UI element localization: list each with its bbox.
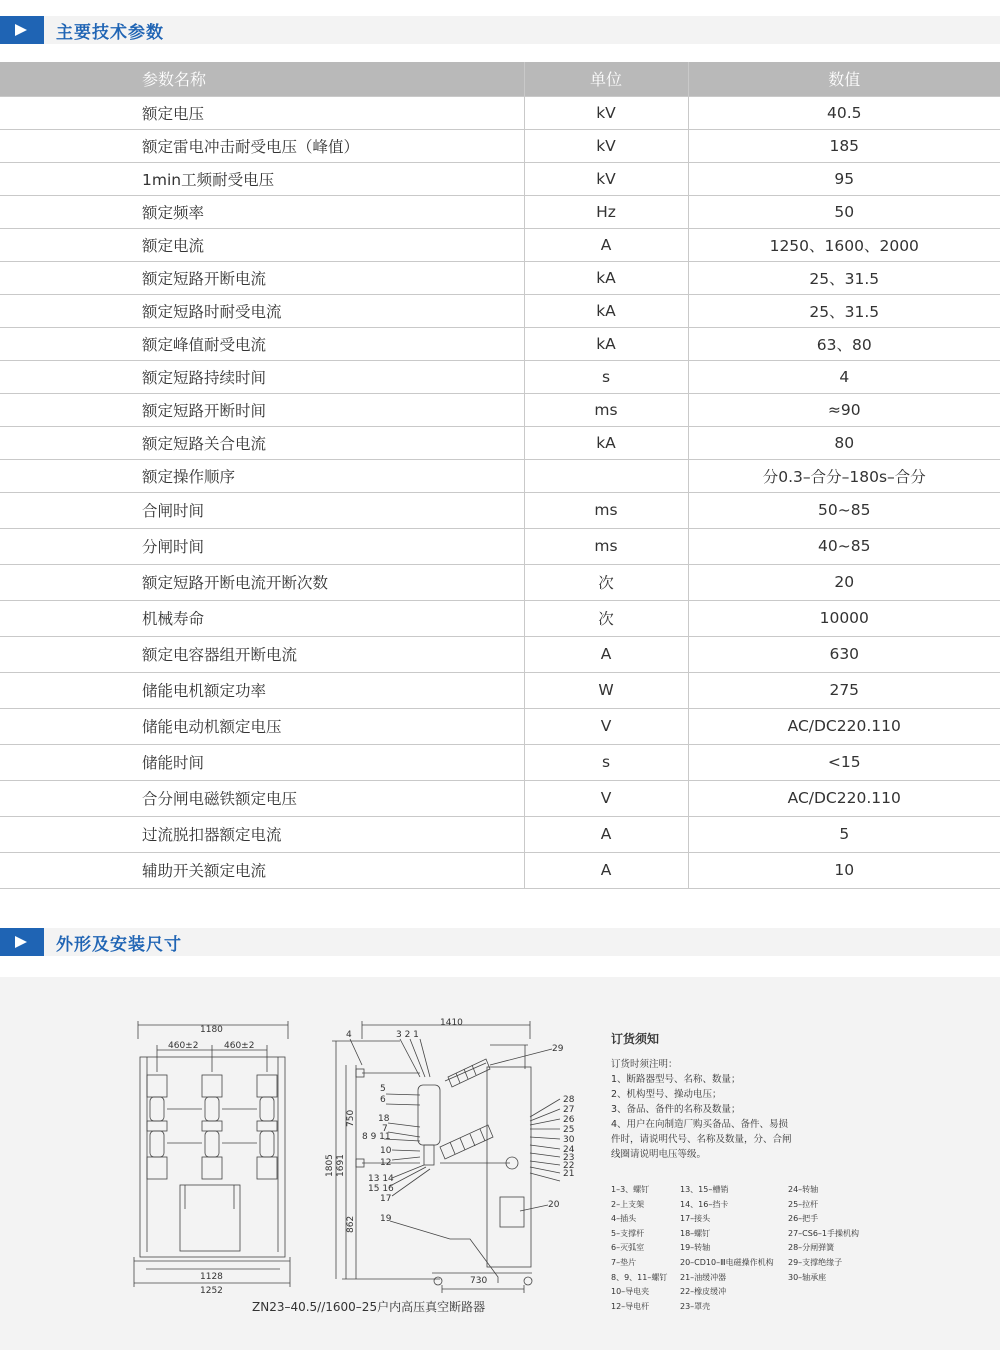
- legend-item: 17–接头: [680, 1214, 711, 1224]
- mechanism-frame: [487, 1067, 531, 1267]
- unit-cell: kA: [524, 261, 688, 294]
- value-cell: 20: [688, 564, 1000, 600]
- unit-cell: ms: [524, 492, 688, 528]
- pole-right: [257, 1075, 277, 1179]
- param-name-cell: 过流脱扣器额定电流: [0, 816, 524, 852]
- callout: 7: [382, 1124, 388, 1134]
- callout: 24: [563, 1145, 575, 1155]
- param-name-cell: 额定短路开断电流: [0, 261, 524, 294]
- unit-cell: kA: [524, 426, 688, 459]
- legend-item: 29–支撑绝缘子: [788, 1257, 843, 1267]
- order-note-line: 1、断路器型号、名称、数量；: [611, 1074, 741, 1085]
- legend-item: 8、9、11–螺钉: [611, 1272, 668, 1282]
- legend-item: 5–支撑杆: [611, 1228, 645, 1238]
- callout: 29: [552, 1044, 564, 1054]
- param-name-cell: 储能时间: [0, 744, 524, 780]
- order-note-line: 3、备品、备件的名称及数量；: [611, 1104, 741, 1115]
- unit-cell: s: [524, 360, 688, 393]
- unit-cell: Hz: [524, 195, 688, 228]
- param-name-cell: 1min工频耐受电压: [0, 162, 524, 195]
- unit-cell: kV: [524, 96, 688, 129]
- value-cell: 630: [688, 636, 1000, 672]
- param-name-cell: 分闸时间: [0, 528, 524, 564]
- unit-cell: V: [524, 780, 688, 816]
- legend-item: 12–导电杆: [611, 1301, 650, 1311]
- dim-side-total: 1410: [440, 1018, 463, 1028]
- callout: 27: [563, 1105, 575, 1115]
- dim-side-mid: 1691: [336, 1154, 346, 1177]
- order-notes: [611, 1032, 792, 1162]
- value-cell: 50: [688, 195, 1000, 228]
- dim-base-outer: 1252: [200, 1286, 223, 1296]
- table-row: [0, 492, 1000, 528]
- table-row: [0, 780, 1000, 816]
- unit-cell: ms: [524, 528, 688, 564]
- table-row: [0, 528, 1000, 564]
- table-row: [0, 816, 1000, 852]
- table-row: [0, 360, 1000, 393]
- callout: 30: [563, 1135, 575, 1145]
- dim-front-total: 1180: [200, 1025, 223, 1035]
- value-cell: 10000: [688, 600, 1000, 636]
- table-row: [0, 96, 1000, 129]
- dim-side-base: 730: [470, 1276, 488, 1286]
- table-row: [0, 261, 1000, 294]
- legend-item: 26–把手: [788, 1214, 819, 1224]
- table-row: [0, 852, 1000, 888]
- param-name-cell: 储能电动机额定电压: [0, 708, 524, 744]
- param-name-cell: 额定操作顺序: [0, 459, 524, 492]
- play-icon: [0, 928, 44, 956]
- param-name-cell: 额定峰值耐受电流: [0, 327, 524, 360]
- legend-item: 7–垫片: [611, 1257, 637, 1267]
- value-cell: 25、31.5: [688, 261, 1000, 294]
- param-name-cell: 储能电机额定功率: [0, 672, 524, 708]
- value-cell: 5: [688, 816, 1000, 852]
- callout: 20: [548, 1200, 560, 1210]
- param-name-cell: 额定电流: [0, 228, 524, 261]
- table-row: [0, 459, 1000, 492]
- legend-item: 6–灭弧室: [611, 1243, 645, 1253]
- table-row: [0, 600, 1000, 636]
- order-note-line: 4、用户在向制造厂购买备品、备件、易损: [611, 1119, 789, 1130]
- unit-cell: kA: [524, 327, 688, 360]
- dim-side-height: 1805: [325, 1154, 335, 1177]
- callout: 18: [378, 1114, 390, 1124]
- callout: 12: [380, 1158, 392, 1168]
- order-note-line: 订货时须注明：: [611, 1059, 678, 1070]
- unit-cell: s: [524, 744, 688, 780]
- value-cell: 4: [688, 360, 1000, 393]
- callout: 8 9 11: [362, 1132, 391, 1142]
- value-cell: 40~85: [688, 528, 1000, 564]
- value-cell: 分0.3–合分–180s–合分: [688, 459, 1000, 492]
- legend-column-1: [611, 1183, 667, 1314]
- table-row: [0, 228, 1000, 261]
- column-header-unit: 单位: [524, 62, 688, 96]
- callout: 3 2 1: [396, 1030, 419, 1040]
- order-note-line: 件时，请说明代号、名称及数量，分、合闸: [611, 1134, 792, 1145]
- param-name-cell: 额定短路时耐受电流: [0, 294, 524, 327]
- param-name-cell: 额定短路开断电流开断次数: [0, 564, 524, 600]
- unit-cell: kV: [524, 162, 688, 195]
- callout: 13 14: [368, 1174, 394, 1184]
- table-row: [0, 393, 1000, 426]
- section-header-dimensions: [0, 928, 1000, 956]
- table-row: [0, 426, 1000, 459]
- upper-insulator: [445, 1059, 490, 1087]
- callout: 4: [346, 1030, 352, 1040]
- unit-cell: ms: [524, 393, 688, 426]
- column-header-value: 数值: [688, 62, 1000, 96]
- table-row: [0, 162, 1000, 195]
- unit-cell: A: [524, 816, 688, 852]
- dim-side-lower: 862: [346, 1215, 356, 1233]
- legend-column-2: [680, 1183, 774, 1314]
- table-row: [0, 195, 1000, 228]
- legend-item: 10–导电夹: [611, 1287, 650, 1297]
- dim-base-inner: 1128: [200, 1272, 223, 1282]
- callout: 10: [380, 1146, 392, 1156]
- drawing-caption: ZN23–40.5//1600–25户内高压真空断路器: [252, 1300, 486, 1314]
- legend-item: 28–分闸弹簧: [788, 1243, 835, 1253]
- legend-item: 13、15–槽销: [680, 1185, 729, 1194]
- order-note-line: 2、机构型号、操动电压；: [611, 1089, 722, 1100]
- table-row: [0, 672, 1000, 708]
- param-name-cell: 额定雷电冲击耐受电压（峰值）: [0, 129, 524, 162]
- param-name-cell: 额定短路关合电流: [0, 426, 524, 459]
- dim-pitch-b: 460±2: [224, 1041, 255, 1051]
- spec-table: [0, 62, 1000, 889]
- legend-column-3: [788, 1183, 859, 1285]
- callout: 22: [563, 1161, 575, 1171]
- unit-cell: kA: [524, 294, 688, 327]
- callout: 28: [563, 1095, 575, 1105]
- value-cell: 80: [688, 426, 1000, 459]
- table-row: [0, 744, 1000, 780]
- unit-cell: A: [524, 636, 688, 672]
- legend-item: 23–罩壳: [680, 1301, 711, 1311]
- table-row: [0, 327, 1000, 360]
- legend-item: 2–上支架: [611, 1199, 645, 1209]
- value-cell: 185: [688, 129, 1000, 162]
- legend-item: 25–拉杆: [788, 1199, 819, 1209]
- lower-insulator: [440, 1125, 493, 1159]
- table-row: [0, 564, 1000, 600]
- table-row: [0, 294, 1000, 327]
- param-name-cell: 额定电压: [0, 96, 524, 129]
- value-cell: 95: [688, 162, 1000, 195]
- unit-cell: 次: [524, 600, 688, 636]
- technical-drawing: [0, 977, 1000, 1350]
- callout: 26: [563, 1115, 575, 1125]
- legend-item: 21–油缓冲器: [680, 1272, 727, 1282]
- unit-cell: A: [524, 228, 688, 261]
- play-icon: [0, 16, 44, 44]
- param-name-cell: 机械寿命: [0, 600, 524, 636]
- value-cell: 275: [688, 672, 1000, 708]
- param-name-cell: 额定短路开断时间: [0, 393, 524, 426]
- legend-item: 24–转轴: [788, 1185, 819, 1194]
- value-cell: AC/DC220.110: [688, 780, 1000, 816]
- legend-item: 20–CD10–Ⅲ电磁操作机构: [680, 1257, 774, 1267]
- value-cell: 25、31.5: [688, 294, 1000, 327]
- table-row: [0, 129, 1000, 162]
- callout: 5: [380, 1084, 386, 1094]
- param-name-cell: 辅助开关额定电流: [0, 852, 524, 888]
- unit-cell: V: [524, 708, 688, 744]
- table-header-row: [0, 62, 1000, 96]
- order-note-line: 线圈请说明电压等级。: [611, 1149, 707, 1160]
- column-header-name: 参数名称: [0, 62, 524, 96]
- callout: 6: [380, 1095, 386, 1105]
- unit-cell: [524, 459, 688, 492]
- unit-cell: A: [524, 852, 688, 888]
- param-name-cell: 合分闸电磁铁额定电压: [0, 780, 524, 816]
- order-notes-heading: 订货须知: [611, 1032, 660, 1046]
- legend-item: 4–插头: [611, 1214, 637, 1224]
- value-cell: ≈90: [688, 393, 1000, 426]
- pole-left: [147, 1075, 167, 1179]
- callout: 19: [380, 1214, 392, 1224]
- legend-item: 27–CS6–1手操机构: [788, 1228, 860, 1238]
- unit-cell: W: [524, 672, 688, 708]
- param-name-cell: 额定频率: [0, 195, 524, 228]
- table-row: [0, 636, 1000, 672]
- table-row: [0, 708, 1000, 744]
- value-cell: 1250、1600、2000: [688, 228, 1000, 261]
- callout: 15 16: [368, 1184, 394, 1194]
- value-cell: 63、80: [688, 327, 1000, 360]
- value-cell: 50~85: [688, 492, 1000, 528]
- legend-item: 14、16–挡卡: [680, 1199, 729, 1209]
- section-title: 主要技术参数: [56, 22, 164, 43]
- value-cell: AC/DC220.110: [688, 708, 1000, 744]
- legend-item: 1–3、螺钉: [611, 1185, 650, 1194]
- value-cell: 10: [688, 852, 1000, 888]
- legend-item: 22–橡皮缓冲: [680, 1287, 727, 1297]
- dim-side-upper: 750: [346, 1109, 356, 1127]
- pole-middle: [202, 1075, 222, 1179]
- param-name-cell: 额定电容器组开断电流: [0, 636, 524, 672]
- unit-cell: 次: [524, 564, 688, 600]
- value-cell: <15: [688, 744, 1000, 780]
- param-name-cell: 额定短路持续时间: [0, 360, 524, 393]
- legend-item: 19–转轴: [680, 1243, 711, 1253]
- section-title: 外形及安装尺寸: [56, 934, 182, 955]
- callout: 17: [380, 1194, 392, 1204]
- callout: 21: [563, 1169, 575, 1179]
- param-name-cell: 合闸时间: [0, 492, 524, 528]
- section-header-specs: [0, 16, 1000, 44]
- vacuum-interrupter: [418, 1085, 440, 1145]
- dim-pitch-a: 460±2: [168, 1041, 199, 1051]
- drawing-panel: [0, 977, 1000, 1350]
- callout: 23: [563, 1153, 575, 1163]
- value-cell: 40.5: [688, 96, 1000, 129]
- legend-item: 30–轴承座: [788, 1272, 827, 1282]
- unit-cell: kV: [524, 129, 688, 162]
- legend-item: 18–螺钉: [680, 1228, 711, 1238]
- callout: 25: [563, 1125, 575, 1135]
